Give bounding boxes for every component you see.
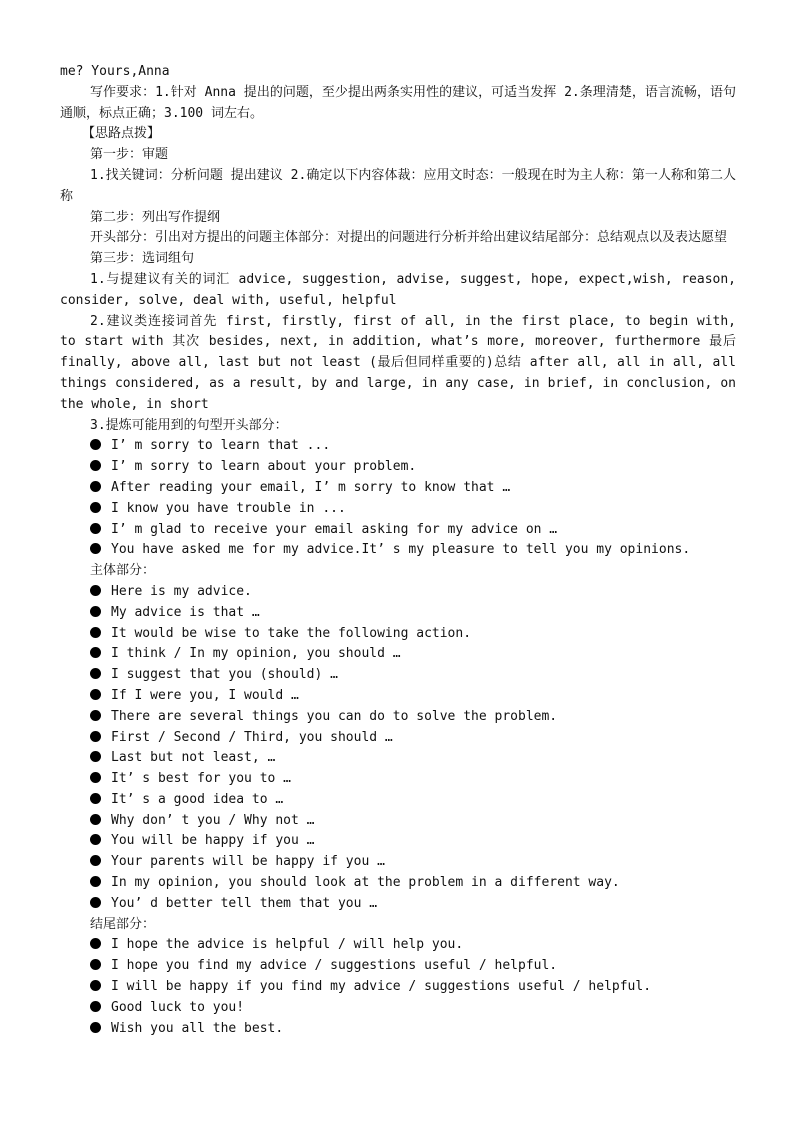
bullet-icon — [90, 710, 101, 721]
bullet-icon — [90, 647, 101, 658]
bullet-icon — [90, 439, 101, 450]
body-section-title: 主体部分： — [90, 563, 156, 579]
bullet-icon — [90, 876, 101, 887]
step1-title: 第一步：审题 — [90, 147, 169, 163]
list-item: If I were you, I would … — [60, 686, 736, 707]
list-item: I’ m sorry to learn about your problem. — [60, 457, 736, 478]
list-item: It would be wise to take the following action. — [60, 624, 736, 645]
list-item: I know you have trouble in ... — [60, 499, 736, 520]
list-item: After reading your email, I’ m sorry to know that … — [60, 478, 736, 499]
connectors-paragraph: 2.建议类连接词首先 first, firstly, first of all, in the first place, to begin with, to start with 其次 besides, next, in addition, what’s more, moreover, furthermore 最后 finally, above all, last but not least (最后但同样重要的)总结 after all, all in all, all things considered, as a result, by and large, in any case, in brief, in conclusion, on the whole, in short — [60, 313, 736, 412]
list-item: Last but not least, … — [60, 748, 736, 769]
list-item: My advice is that … — [60, 603, 736, 624]
opening-list — [60, 436, 736, 561]
list-item: It’ s a good idea to … — [60, 790, 736, 811]
bullet-icon — [90, 959, 101, 970]
list-item: You have asked me for my advice.It’ s my pleasure to tell you my opinions. — [60, 540, 736, 561]
list-item: There are several things you can do to solve the problem. — [60, 707, 736, 728]
list-item: First / Second / Third, you should … — [60, 728, 736, 749]
list-item: You will be happy if you … — [60, 831, 736, 852]
bullet-icon — [90, 481, 101, 492]
bullet-icon — [90, 1022, 101, 1033]
letter-ending: me? Yours,Anna — [60, 64, 170, 79]
vocab-paragraph: 1.与提建议有关的词汇 advice, suggestion, advise, suggest, hope, expect,wish, reason, consider, solve, deal with, useful, helpful — [60, 271, 736, 308]
list-item: It’ s best for you to … — [60, 769, 736, 790]
bullet-icon — [90, 855, 101, 866]
bullet-icon — [90, 627, 101, 638]
bullet-icon — [90, 834, 101, 845]
list-item: I hope the advice is helpful / will help you. — [60, 935, 736, 956]
list-item: I suggest that you (should) … — [60, 665, 736, 686]
step2-title: 第二步：列出写作提纲 — [90, 209, 221, 225]
body-list — [60, 582, 736, 915]
list-item: In my opinion, you should look at the problem in a different way. — [60, 873, 736, 894]
list-item: I will be happy if you find my advice / suggestions useful / helpful. — [60, 977, 736, 998]
ending-section-title: 结尾部分： — [90, 916, 156, 932]
bullet-icon — [90, 731, 101, 742]
hint-heading: 【思路点拨】 — [82, 126, 161, 142]
document-page — [60, 62, 736, 1039]
list-item: I’ m sorry to learn that ... — [60, 436, 736, 457]
bullet-icon — [90, 897, 101, 908]
bullet-icon — [90, 585, 101, 596]
bullet-icon — [90, 751, 101, 762]
step3-title: 第三步：选词组句 — [90, 251, 195, 267]
ending-list — [60, 935, 736, 1039]
bullet-icon — [90, 460, 101, 471]
bullet-icon — [90, 1001, 101, 1012]
bullet-icon — [90, 502, 101, 513]
writing-requirement: 写作要求：1.针对 Anna 提出的问题，至少提出两条实用性的建议，可适当发挥 2.条理清楚，语言流畅，语句通顺，标点正确；3.100 词左右。 — [60, 84, 736, 121]
bullet-icon — [90, 668, 101, 679]
bullet-icon — [90, 689, 101, 700]
bullet-icon — [90, 606, 101, 617]
list-item: You’ d better tell them that you … — [60, 894, 736, 915]
bullet-icon — [90, 980, 101, 991]
list-item: I’ m glad to receive your email asking for my advice on … — [60, 520, 736, 541]
list-item: Why don’ t you / Why not … — [60, 811, 736, 832]
list-item: Your parents will be happy if you … — [60, 852, 736, 873]
list-item: I think / In my opinion, you should … — [60, 644, 736, 665]
bullet-icon — [90, 793, 101, 804]
patterns-title: 3.提炼可能用到的句型开头部分： — [90, 417, 288, 433]
bullet-icon — [90, 543, 101, 554]
list-item: Good luck to you! — [60, 998, 736, 1019]
bullet-icon — [90, 772, 101, 783]
list-item: Here is my advice. — [60, 582, 736, 603]
list-item: I hope you find my advice / suggestions useful / helpful. — [60, 956, 736, 977]
step2-text: 开头部分：引出对方提出的问题主体部分：对提出的问题进行分析并给出建议结尾部分：总结观点以及表达愿望 — [90, 230, 728, 246]
step1-text: 1.找关键词：分析问题 提出建议 2.确定以下内容体裁：应用文时态：一般现在时为主人称：第一人称和第二人称 — [60, 167, 736, 204]
bullet-icon — [90, 814, 101, 825]
bullet-icon — [90, 523, 101, 534]
list-item: Wish you all the best. — [60, 1019, 736, 1040]
bullet-icon — [90, 938, 101, 949]
